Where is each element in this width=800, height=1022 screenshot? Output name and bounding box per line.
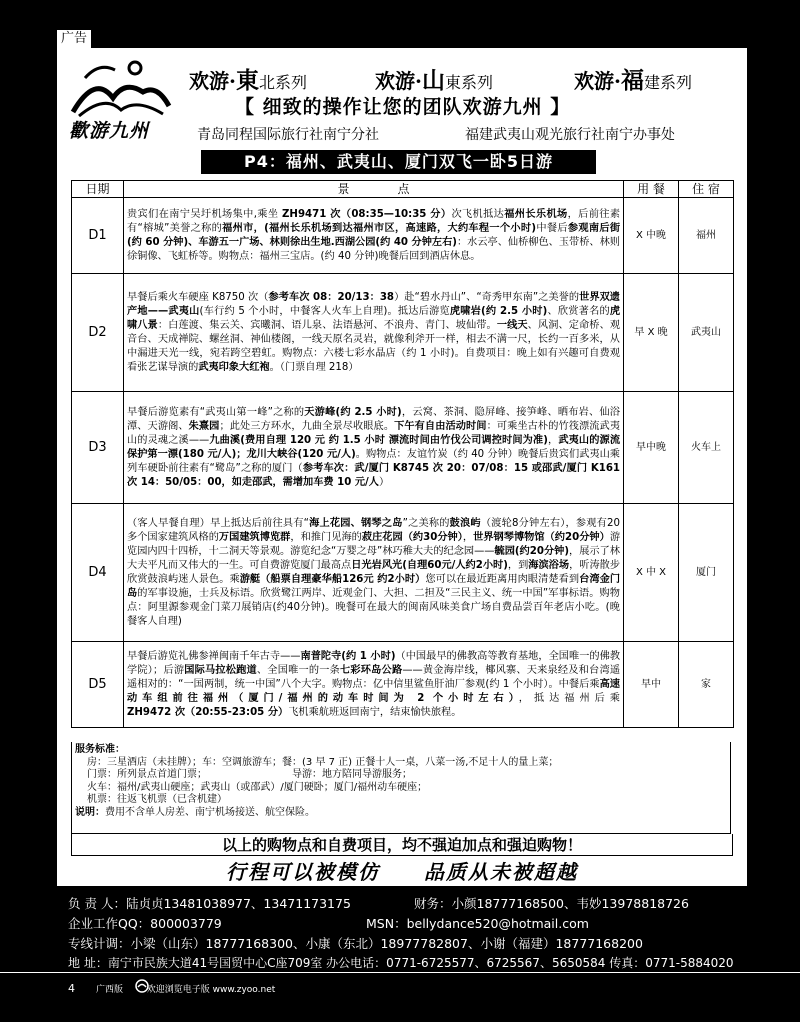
description-segment: 海滨浴场: [528, 559, 570, 571]
description-segment: 早餐后乘火车硬座 K8750 次（: [127, 291, 269, 303]
description-segment: 、全国唯一的一条: [256, 664, 341, 676]
itinerary-row: [72, 274, 734, 392]
description-segment: 虎啸八景: [127, 305, 621, 331]
description-segment: 福州市，(福州长乐机场到达福州市区，高速路，大约车程一个小时): [222, 222, 537, 234]
row-meal: X 中晚: [624, 198, 679, 274]
description-segment: 次飞机抵达: [451, 208, 505, 220]
description-segment: 、风洞、定命桥、观音台、天成禅院、螺丝洞、神仙楼阁，一线天原名灵岩，就像利斧开一样，相去不满一尺，长约一百多米，从中漏进天光一线，宛若跨空碧虹。购物点：六楼七彩水晶店（约 1 小时)。自费项目：晚上如有兴趣可自费观看张艺谋导演的: [127, 319, 621, 373]
description-segment: 游览园内四十四桥，十二洞天等景观。游览纪念“万婴之母”林巧稚大夫的纪念园——: [127, 531, 621, 557]
description-segment: ，后前往素有“榕城”美誉之称的: [127, 208, 621, 234]
description-segment: 世界双遗产地——武夷山: [127, 291, 620, 317]
description-segment: ：可乘坐古朴的竹筏漂流武夷山的灵魂之溪——: [127, 420, 621, 446]
description-segment: 、欣赏著名的: [547, 305, 610, 317]
description-segment: ，和推门见海的: [290, 531, 362, 543]
description-segment: 武夷山的源流保护第一漂(180 元/人)；龙川大峡谷(120 元/人): [127, 434, 621, 460]
agency-qingdao: 青岛同程国际旅行社南宁分社: [197, 127, 379, 143]
header-sights: 景 点: [124, 181, 624, 198]
series-northeast: 欢游·東北系列: [189, 67, 307, 94]
itinerary-row: [72, 504, 734, 642]
page-number: 4: [68, 982, 75, 995]
description-segment: 菽庄花园（约30分钟）: [361, 531, 463, 543]
row-day: D3: [72, 392, 124, 504]
description-segment: 参考车次 08：20/13：38: [268, 291, 395, 303]
description-segment: ，听涛散步欣赏鼓浪屿迷人景色。乘: [127, 559, 621, 585]
description-segment: 一线天: [496, 319, 528, 331]
agency-wuyishan: 福建武夷山观光旅行社南宁办事处: [465, 127, 675, 143]
description-segment: 早餐后游览礼佛参禅闽南千年古寺——: [127, 650, 301, 662]
description-segment: ，抵达福州后乘: [518, 692, 620, 704]
ad-label: 广告: [57, 30, 91, 48]
row-meal: 早中: [624, 642, 679, 728]
contact-manager: 负 责 人：陆贞贞13481038977、13471173175: [68, 896, 351, 911]
description-segment: 南普陀寺(约 1 小时): [300, 650, 396, 662]
description-segment: 。（门票自理 218）: [269, 361, 359, 373]
header-day: 日期: [72, 181, 124, 198]
series-shandong: 欢游·山東系列: [375, 67, 493, 94]
description-segment: 万国建筑博览群: [218, 531, 291, 543]
row-description: [124, 392, 624, 504]
description-segment: ，云窝、茶洞、隐屏峰、接笋峰、晒布岩、仙浴潭、天游阁、: [127, 406, 620, 432]
description-segment: 参考车次：武/厦门 K8745 次 20：07/08：15 或邵武/厦门 K161 次 14：50/05：00，如走邵武，需增加车费 10 元/人: [127, 462, 620, 488]
header-stay: 住 宿: [679, 181, 734, 198]
description-segment: ，展示了林大夫平凡而又伟大的一生。可自费游览厦门最高点: [127, 545, 620, 571]
footer-brand: 广西版 欢迎浏览电子版 www.zyoo.net: [96, 985, 276, 995]
description-segment: 七彩环岛公路: [340, 664, 403, 676]
note-text: 费用不含单人房差、南宁机场接送、航空保险。: [105, 806, 315, 818]
contact-finance: 财务：小颜18777168500、韦妙13978818726: [414, 896, 689, 911]
footer-divider: [0, 972, 800, 973]
description-segment: 日光岩风光(自理60元/人约2小时): [351, 559, 508, 571]
row-meal: X 中 X: [624, 504, 679, 642]
description-segment: 下午有自由活动时间: [394, 420, 487, 432]
description-segment: ：水云亭、仙桥柳色、玉带桥、林则徐铜像、飞虹桥等。购物点：福州三宝店。(约 40 分钟)晚餐后回到酒店休息。: [127, 236, 620, 262]
logo-text: 歡游九州: [69, 120, 150, 142]
slogan: 【 细致的操作让您的团队欢游九州 】: [235, 96, 571, 118]
description-segment: ）赴“碧水丹山”、“奇秀甲东南”之美誉的: [394, 291, 580, 303]
note-label: 说明：: [75, 806, 105, 818]
description-segment: 参观南后街(约 60 分钟)、车游五一广场、林则徐出生地.西湖公园(约 40 分钟左右): [127, 222, 621, 248]
row-day: D5: [72, 642, 124, 728]
service-title: 服务标准：: [75, 744, 125, 755]
description-segment: ZH9472 次（20:55-23:05 分）: [127, 706, 289, 718]
row-description: [124, 274, 624, 392]
row-day: D1: [72, 198, 124, 274]
description-segment: （渡轮8分钟左右），参观有20多个国家建筑风格的: [127, 517, 621, 543]
service-line: 房：三星酒店（未挂牌）；车：空调旅游车；餐：(3 早 7 正) 正餐十人一桌，八菜一汤,不足十人的量上菜；: [87, 756, 559, 768]
contact-qq: 企业工作QQ：800003779: [68, 916, 222, 931]
description-segment: ）: [378, 476, 390, 488]
description-segment: （客人早餐自理）早上抵达后前往具有“: [127, 517, 309, 529]
itinerary-row: [72, 642, 734, 728]
row-stay: 福州: [679, 198, 734, 274]
header-meal: 用 餐: [624, 181, 679, 198]
top-bar: [0, 0, 800, 46]
description-segment: ，: [547, 434, 559, 446]
row-description: [124, 642, 624, 728]
motto: 行程可以被模仿 品质从未被超越: [226, 860, 578, 884]
contact-msn: MSN：bellydance520@hotmail.com: [366, 916, 589, 931]
description-segment: 您可以在最近距离用肉眼清楚看到: [425, 573, 580, 585]
ad-panel: [57, 48, 747, 886]
description-segment: （中国最早的佛教高等教育基地，全国唯一的佛教学院）；后游: [127, 650, 621, 676]
service-line: 火车：福州/武夷山硬座；武夷山（或邵武）/厦门硬卧；厦门/福州动车硬座；: [87, 781, 428, 793]
description-segment: ，到: [507, 559, 529, 571]
description-segment: 毓园(约20分钟): [494, 545, 569, 557]
description-segment: 海上花园、钢琴之岛: [308, 517, 403, 529]
description-segment: 天游峰(约 2.5 小时): [304, 406, 402, 418]
description-segment: 国际马拉松跑道: [184, 664, 257, 676]
route-title: P4：福州、武夷山、厦门双飞一卧5日游: [201, 150, 596, 174]
description-segment: 中餐后: [536, 222, 568, 234]
row-stay: 家: [679, 642, 734, 728]
description-segment: ；此处三方环水，九曲全景尽收眼底。: [219, 420, 395, 432]
service-line: 机票：往返飞机票（已含机建）: [87, 794, 227, 805]
row-meal: 早 X 晚: [624, 274, 679, 392]
service-line: 门票：所列景点首道门票； 导游：地方陪同导游服务；: [87, 769, 412, 780]
description-segment: ——黄金海岸线，椰风寨、天来泉经及和台湾遥遥相对的：“一国两制，统一中国”八个大字。购物点：亿中信里鲨鱼肝油厂参观(约 1 个小时）。中餐后乘: [127, 664, 621, 690]
description-segment: 飞机乘航班返回南宁，结束愉快旅程。: [288, 706, 462, 718]
row-day: D4: [72, 504, 124, 642]
description-segment: 鼓浪屿: [449, 517, 481, 529]
description-segment: 高速动车组前往福州（厦门/福州的动车时间为 2 个小时左右）: [127, 678, 620, 704]
row-day: D2: [72, 274, 124, 392]
description-segment: (车行约 5 个小时，中餐客人火车上自理)。抵达后游览: [199, 305, 450, 317]
description-segment: 虎啸岩(约 2.5 小时): [449, 305, 548, 317]
row-stay: 火车上: [679, 392, 734, 504]
description-segment: 武夷印象大红袍: [198, 361, 270, 373]
disclaimer: 以上的购物点和自费项目，均不强迫加点和强迫购物！: [71, 834, 733, 856]
brand-logo-icon: [135, 979, 149, 993]
description-segment: ：白莲渡、集云关、宾曦洞、语儿泉、法语悬河、不浪舟、青门、坡仙带。: [157, 319, 497, 331]
series-fujian: 欢游·福建系列: [574, 67, 692, 94]
contact-hotline: 专线计调：小梁（山东）18777168300、小康（东北）18977782807、小谢（福建）18777168200: [68, 936, 643, 951]
description-segment: ”之美称的: [402, 517, 450, 529]
description-segment: 台湾金门岛: [127, 573, 621, 599]
description-segment: ，: [462, 531, 474, 543]
description-segment: 早餐后游览素有“武夷山第一峰”之称的: [127, 406, 305, 418]
description-segment: 游艇（船票自理豪华船126元 约2小时）: [239, 573, 426, 585]
description-segment: 朱熹园: [188, 420, 220, 432]
row-stay: 厦门: [679, 504, 734, 642]
service-standards: [71, 742, 731, 834]
itinerary-table: [71, 180, 734, 728]
description-segment: 贵宾们在南宁吴圩机场集中,乘坐: [127, 208, 283, 220]
row-meal: 早中晚: [624, 392, 679, 504]
description-segment: 福州长乐机场: [504, 208, 568, 220]
contact-address: 地 址：南宁市民族大道41号国贸中心C座709室 办公电话：0771-6725577、6725567、5650584 传真：0771-5884020: [68, 956, 734, 970]
row-stay: 武夷山: [679, 274, 734, 392]
description-segment: 世界钢琴博物馆（约20分钟）: [473, 531, 610, 543]
description-segment: 九曲溪(费用自理 120 元 约 1.5 小时 漂流时间由竹伐公司调控时间为准): [209, 434, 548, 446]
description-segment: ZH9471 次（08:35—10:35 分）: [282, 208, 452, 220]
itinerary-row: [72, 198, 734, 274]
itinerary-row: [72, 392, 734, 504]
row-description: [124, 198, 624, 274]
description-segment: 的军事设施，士兵及标语。欣赏鹭江两岸、近观金门、大担、二担及“三民主义、统一中国”军事标语。购物点：阿里源参观金门菜刀展销店(约40分钟)。晚餐可在最大的闽南风味美食广场自费品尝百年老店小吃。(晚餐客人自理): [127, 587, 620, 627]
description-segment: 。购物点：友谊竹炭（约 40 分钟）晚餐后贵宾们武夷山乘列车硬卧前往素有“鹭岛”之称的厦门（: [127, 448, 620, 474]
row-description: [124, 504, 624, 642]
